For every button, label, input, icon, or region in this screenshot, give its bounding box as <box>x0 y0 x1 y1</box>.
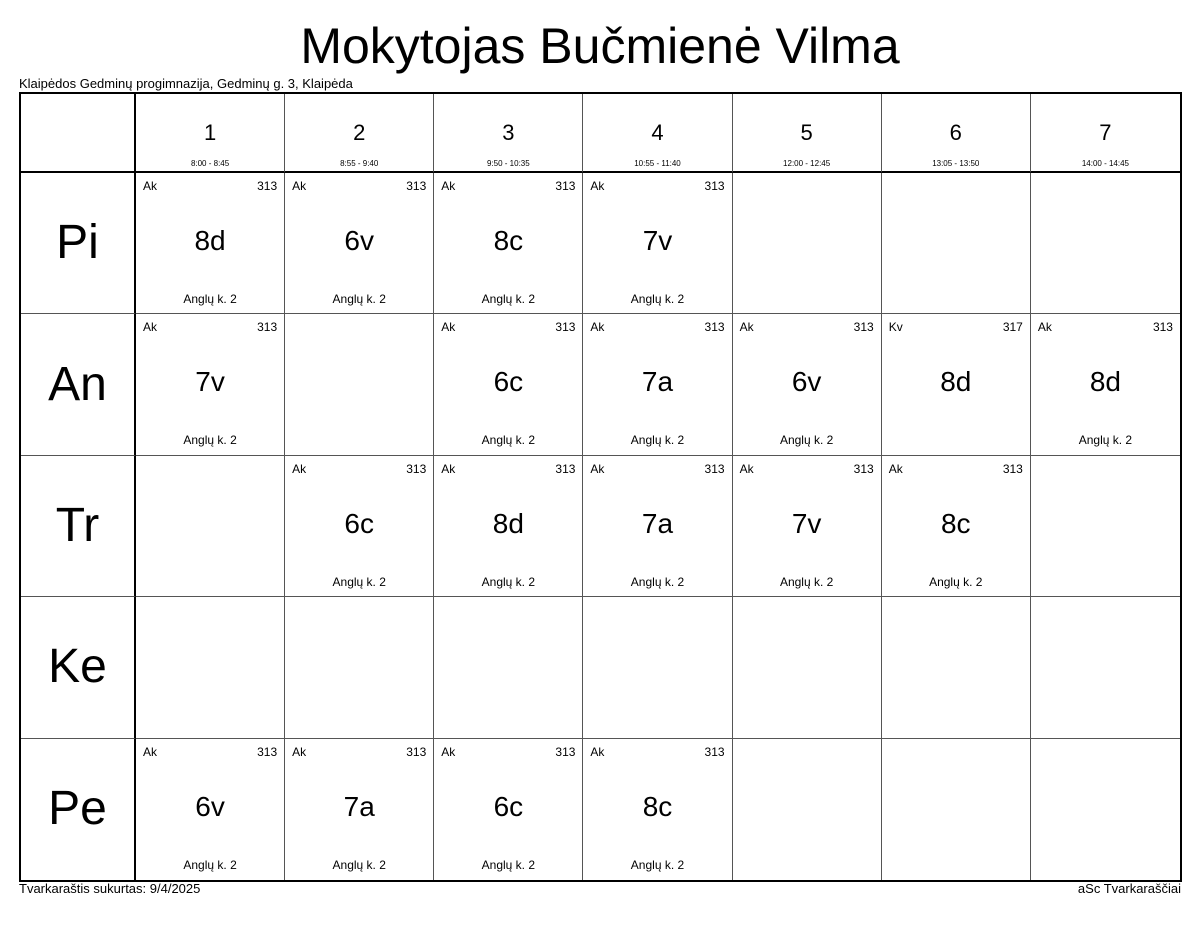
period-number: 3 <box>502 120 515 145</box>
subject-name: Anglų k. 2 <box>332 857 386 872</box>
period-number: 5 <box>800 120 813 145</box>
day-label: Ke <box>48 640 107 694</box>
lesson-code: Ak <box>590 179 605 193</box>
empty-cell <box>1031 173 1180 314</box>
lesson-code: Ak <box>888 461 903 476</box>
period-time: 14:00 - 14:45 <box>1081 159 1129 168</box>
lesson-code: Ak <box>441 179 456 193</box>
class-name: 6c <box>493 790 524 822</box>
lesson-code: Ak <box>441 744 456 759</box>
period-time: 10:55 - 11:40 <box>634 159 681 168</box>
lesson-cell <box>136 739 285 880</box>
period-header <box>434 94 583 173</box>
empty-cell <box>733 739 882 880</box>
class-name: 7v <box>195 366 225 398</box>
lesson-cell <box>583 173 732 314</box>
lesson-cell <box>136 314 285 455</box>
lesson-code: Ak <box>590 461 605 476</box>
room-number: 313 <box>555 461 576 476</box>
room-number: 313 <box>257 179 278 193</box>
period-header <box>136 94 285 173</box>
lesson-code: Ak <box>143 744 158 759</box>
subject-name: Anglų k. 2 <box>630 292 685 306</box>
lesson-code: Ak <box>739 320 754 335</box>
room-number: 313 <box>704 179 725 193</box>
class-name: 8c <box>642 790 673 822</box>
lesson-code: Ak <box>590 320 605 335</box>
subject-name: Anglų k. 2 <box>481 857 536 872</box>
empty-cell <box>733 597 882 738</box>
corner-cell <box>21 94 136 173</box>
day-cell <box>21 597 136 738</box>
class-name: 6v <box>791 366 822 398</box>
software-brand: aSc Tvarkaraščiai <box>1077 881 1181 896</box>
room-number: 313 <box>1152 320 1173 335</box>
subject-name: Anglų k. 2 <box>183 292 237 306</box>
period-header <box>733 94 882 173</box>
lesson-cell <box>434 173 583 314</box>
day-label: Tr <box>55 498 100 552</box>
subject-name: Anglų k. 2 <box>1078 433 1133 448</box>
lesson-cell <box>733 314 882 455</box>
empty-cell <box>1031 456 1180 597</box>
subject-name: Anglų k. 2 <box>779 574 834 589</box>
class-name: 8d <box>194 225 226 256</box>
lesson-cell <box>285 173 434 314</box>
empty-cell <box>1031 597 1180 738</box>
class-name: 6v <box>344 225 374 256</box>
lesson-code: Ak <box>590 744 605 759</box>
class-name: 8d <box>940 366 972 398</box>
class-name: 8d <box>492 507 524 539</box>
day-label: Pi <box>56 216 99 270</box>
subject-name: Anglų k. 2 <box>929 574 983 589</box>
room-number: 313 <box>406 461 427 476</box>
lesson-cell <box>434 314 583 455</box>
class-name: 7a <box>641 366 674 398</box>
room-number: 313 <box>704 744 725 759</box>
class-name: 7v <box>791 507 822 539</box>
period-number: 6 <box>949 120 962 145</box>
period-time: 13:05 - 13:50 <box>932 159 980 168</box>
room-number: 313 <box>257 320 278 335</box>
empty-cell <box>1031 739 1180 880</box>
period-time: 9:50 - 10:35 <box>487 159 530 168</box>
lesson-code: Ak <box>739 461 754 476</box>
lesson-code: Ak <box>292 461 307 476</box>
room-number: 313 <box>406 744 427 759</box>
subject-name: Anglų k. 2 <box>481 292 536 306</box>
lesson-code: Ak <box>143 320 158 335</box>
period-header <box>882 94 1031 173</box>
lesson-cell <box>882 456 1031 597</box>
lesson-cell <box>285 739 434 880</box>
room-number: 313 <box>555 179 576 193</box>
empty-cell <box>882 739 1031 880</box>
lesson-cell <box>583 739 732 880</box>
empty-cell <box>882 597 1031 738</box>
lesson-cell <box>285 456 434 597</box>
subject-name: Anglų k. 2 <box>779 433 834 448</box>
timetable-grid <box>19 92 1182 882</box>
empty-cell <box>136 597 285 738</box>
room-number: 313 <box>406 179 427 193</box>
room-number: 313 <box>555 320 576 335</box>
lesson-cell <box>882 314 1031 455</box>
created-date: Tvarkaraštis sukurtas: 9/4/2025 <box>19 881 201 896</box>
subject-name: Anglų k. 2 <box>481 574 536 589</box>
subject-name: Anglų k. 2 <box>630 857 685 872</box>
period-number: 1 <box>203 120 217 145</box>
class-name: 8d <box>1089 366 1121 398</box>
period-header <box>1031 94 1180 173</box>
subject-name: Anglų k. 2 <box>183 857 237 872</box>
class-name: 8c <box>940 507 971 539</box>
empty-cell <box>434 597 583 738</box>
class-name: 6c <box>344 507 374 539</box>
lesson-code: Ak <box>292 744 307 759</box>
empty-cell <box>136 456 285 597</box>
day-label: An <box>48 357 107 411</box>
subject-name: Anglų k. 2 <box>481 433 536 448</box>
room-number: 313 <box>555 744 576 759</box>
class-name: 8c <box>493 225 524 256</box>
lesson-code: Ak <box>292 179 307 193</box>
room-number: 313 <box>257 744 278 759</box>
day-cell <box>21 173 136 314</box>
period-time: 8:00 - 8:45 <box>190 159 230 168</box>
class-name: 6v <box>195 790 225 822</box>
lesson-code: Ak <box>143 179 158 193</box>
period-header <box>285 94 434 173</box>
subject-name: Anglų k. 2 <box>183 433 237 448</box>
class-name: 7a <box>343 790 375 822</box>
room-number: 313 <box>704 461 725 476</box>
day-cell <box>21 739 136 880</box>
class-name: 7v <box>642 225 673 256</box>
period-time: 12:00 - 12:45 <box>783 159 831 168</box>
day-cell <box>21 314 136 455</box>
room-number: 313 <box>853 461 874 476</box>
lesson-cell <box>434 739 583 880</box>
room-number: 317 <box>1002 320 1023 335</box>
empty-cell <box>882 173 1031 314</box>
day-label: Pe <box>48 782 107 836</box>
day-cell <box>21 456 136 597</box>
period-number: 4 <box>651 120 664 145</box>
lesson-cell <box>583 456 732 597</box>
class-name: 7a <box>641 507 674 539</box>
lesson-code: Ak <box>441 320 456 335</box>
empty-cell <box>733 173 882 314</box>
empty-cell <box>285 597 434 738</box>
subject-name: Anglų k. 2 <box>630 574 685 589</box>
page-title: Mokytojas Bučmienė Vilma <box>300 18 900 74</box>
lesson-cell <box>733 456 882 597</box>
period-header <box>583 94 732 173</box>
lesson-code: Ak <box>441 461 456 476</box>
lesson-code: Ak <box>1037 320 1052 335</box>
room-number: 313 <box>853 320 874 335</box>
lesson-code: Kv <box>888 320 903 335</box>
lesson-cell <box>136 173 285 314</box>
lesson-cell <box>434 456 583 597</box>
period-number: 2 <box>353 120 366 145</box>
empty-cell <box>285 314 434 455</box>
room-number: 313 <box>1002 461 1023 476</box>
period-number: 7 <box>1099 120 1112 145</box>
period-time: 8:55 - 9:40 <box>340 159 379 168</box>
school-address: Klaipėdos Gedminų progimnazija, Gedminų g. 3, Klaipėda <box>19 76 353 91</box>
subject-name: Anglų k. 2 <box>332 292 386 306</box>
subject-name: Anglų k. 2 <box>332 574 386 589</box>
class-name: 6c <box>493 366 524 398</box>
room-number: 313 <box>704 320 725 335</box>
empty-cell <box>583 597 732 738</box>
lesson-cell <box>1031 314 1180 455</box>
lesson-cell <box>583 314 732 455</box>
subject-name: Anglų k. 2 <box>630 433 685 448</box>
